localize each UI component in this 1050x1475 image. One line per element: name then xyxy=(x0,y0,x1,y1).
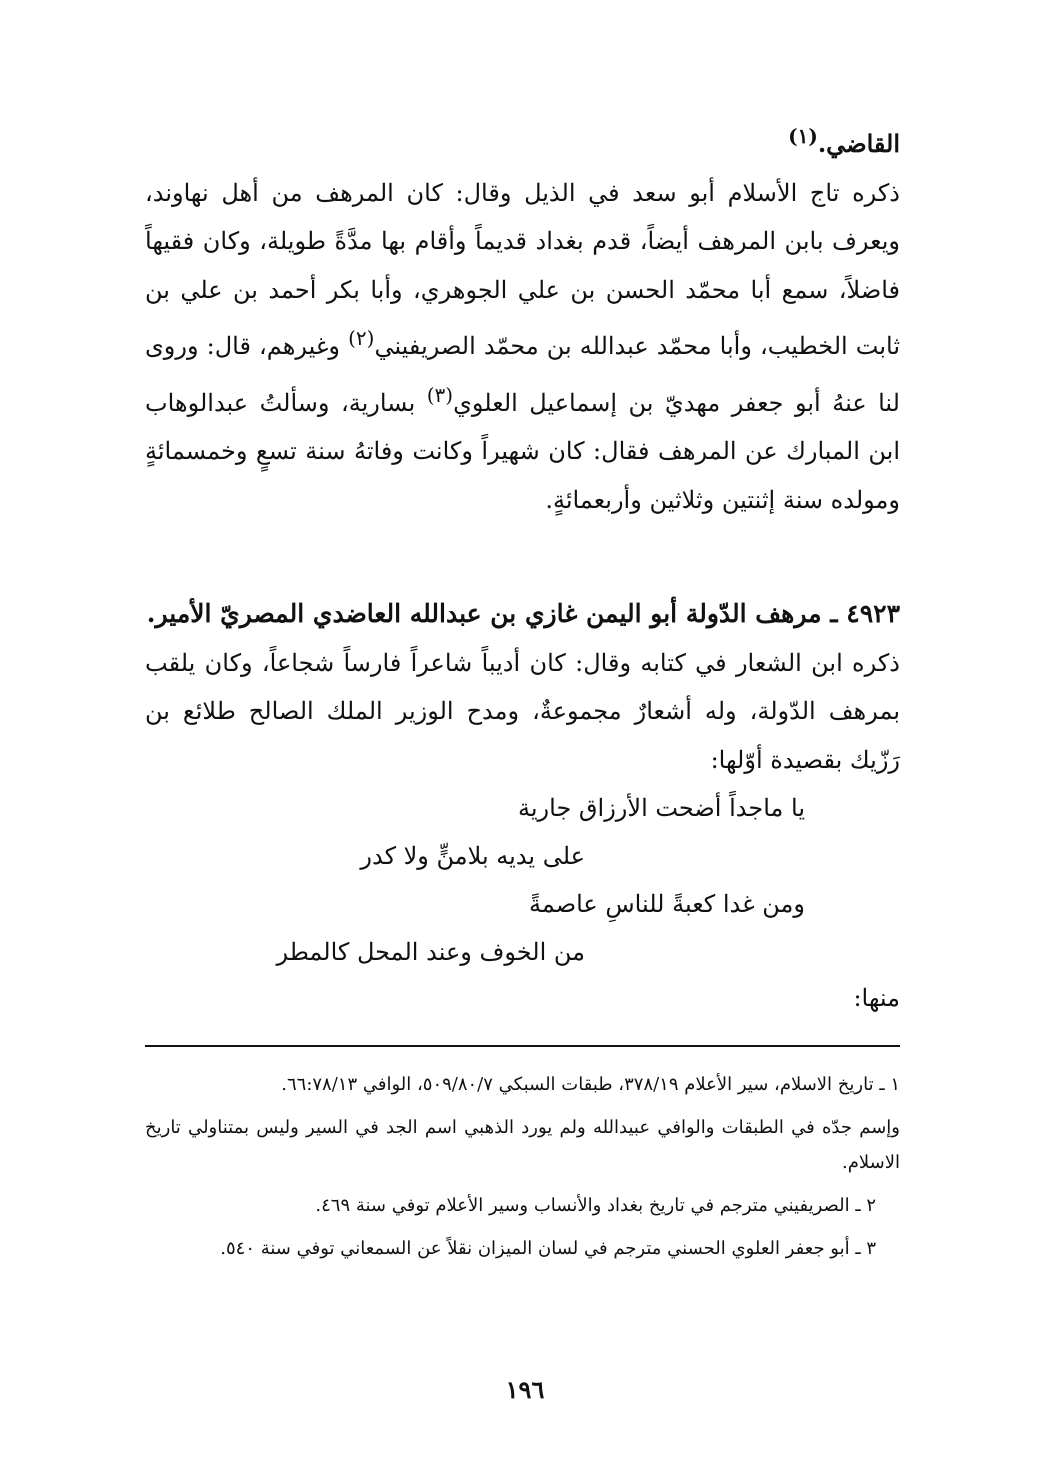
poem-verse-2: على يديه بلامنٍّ ولا كدر xyxy=(360,842,585,870)
footnote-ref-1: (١) xyxy=(788,124,818,148)
body-part-1: ذكره تاج الأسلام أبو سعد في الذيل وقال: كان المرهف من أهل نهاوند، ويعرف بابن المرهف أيضاً، قدم بغداد قديماً وأقام بها مدَّةً طويلة، وكان فقيهاً فاضلاً، سمع أبا محمّد الحسن بن علي الجوهري، وأبا بكر أحمد بن علي بن ثابت الخطيب، وأبا محمّد عبدالله بن محمّد الصريفيني xyxy=(145,178,900,360)
body-part-3: بسارية، وسألتُ عبدالوهاب ابن المبارك عن المرهف فقال: كان شهيراً وكانت وفاتهُ سنة تسعٍ وخمسمائةٍ ومولده سنة إثنتين وثلاثين وأربعمائةٍ. xyxy=(145,388,900,514)
poem-verse-3: ومن غدا كعبةً للناسِ عاصمةً xyxy=(528,890,805,918)
poem xyxy=(145,784,900,974)
poem-verse-4: من الخوف وعند المحل كالمطر xyxy=(276,938,585,966)
heading-text: القاضي. xyxy=(817,129,900,158)
footnote-1-continued: وإسم جدّه في الطبقات والوافي عبيدالله ولم يورد الذهبي اسم الجد في السير وليس بمتناولي تاريخ الاسلام. xyxy=(145,1116,900,1173)
page-number: ١٩٦ xyxy=(505,1375,545,1404)
footnote-ref-3: (٣) xyxy=(426,382,454,407)
entry-title: ٤٩٢٣ ـ مرهف الدّولة أبو اليمن غازي بن عبدالله العاضدي المصريّ الأمير. xyxy=(146,599,900,628)
footnote-3: ٣ ـ أبو جعفر العلوي الحسني مترجم في لسان الميزان نقلاً عن السمعاني توفي سنة ٥٤٠. xyxy=(220,1237,876,1259)
body-part-2: وغيرهم، قال: وروى لنا عنهُ أبو جعفر مهديّ بن إسماعيل العلوي xyxy=(145,332,900,417)
poem-verse-1: يا ماجداً أضحت الأرزاق جارية xyxy=(518,794,805,822)
footnote-1: ١ ـ تاريخ الاسلام، سير الأعلام ٣٧٨/١٩، طبقات السبكي ٥٠٩/٨٠/٧، الوافي ٦٦:٧٨/١٣. xyxy=(281,1073,900,1095)
entry-heading xyxy=(145,112,900,169)
main-text xyxy=(145,112,900,1023)
section-gap xyxy=(145,524,900,590)
footnote-divider xyxy=(145,1045,900,1047)
entry-body: ذكره ابن الشعار في كتابه وقال: كان أديباً شاعراً فارساً شجاعاً، وكان يلقب بمرهف الدّولة، وله أشعارٌ مجموعةٌ، ومدح الوزير الملك الصالح طلائع بن رَزّيك بقصيدة أوّلها: xyxy=(145,648,900,774)
footnote-2: ٢ ـ الصريفيني مترجم في تاريخ بغداد والأنساب وسير الأعلام توفي سنة ٤٦٩. xyxy=(315,1194,876,1216)
entry-body-paragraph xyxy=(145,169,900,525)
footnote-ref-2: (٢) xyxy=(348,326,375,350)
footnotes xyxy=(145,1067,900,1266)
page-content xyxy=(145,112,900,1274)
after-poem-text: منها: xyxy=(853,984,900,1012)
